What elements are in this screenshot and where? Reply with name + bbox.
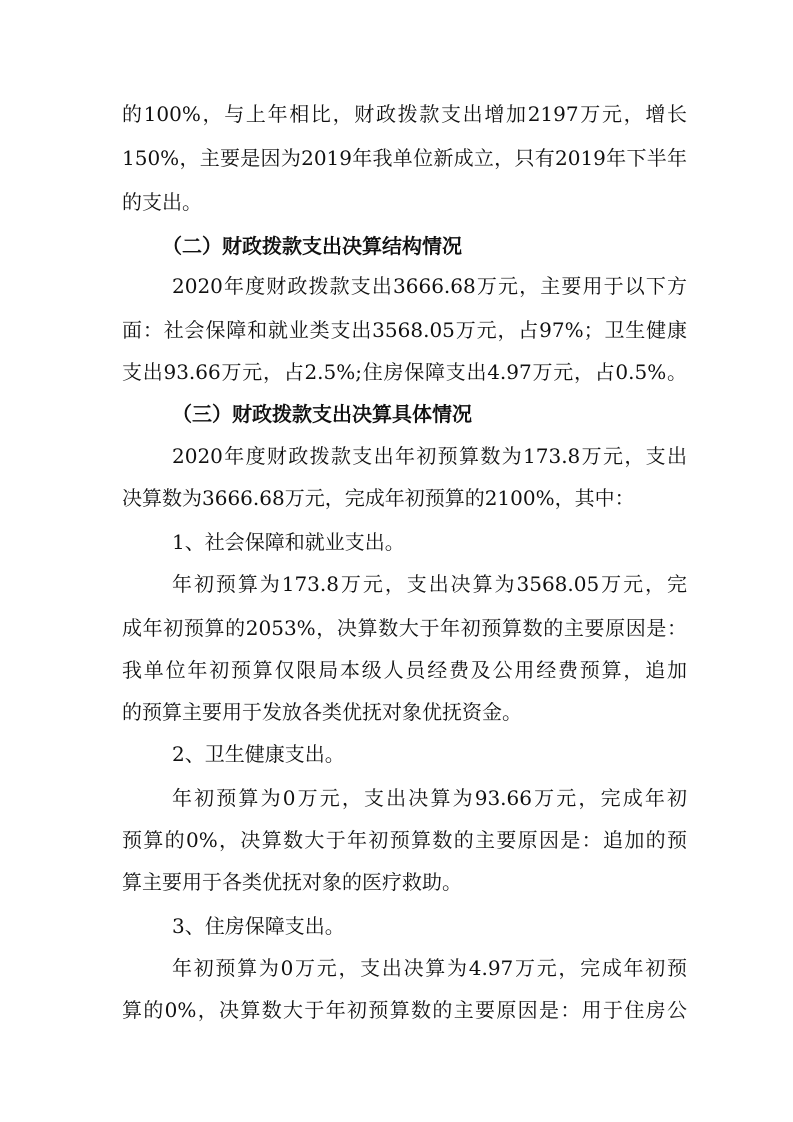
paragraph-line: 成年初预算的2053%，决算数大于年初预算数的主要原因是：: [122, 616, 687, 640]
paragraph-line: 的支出。: [122, 190, 202, 214]
paragraph-line: 面：社会保障和就业类支出3568.05万元，占97%；卫生健康: [122, 318, 687, 342]
paragraph-line: 年初预算为173.8万元，支出决算为3568.05万元，完: [172, 572, 687, 596]
paragraph-line: 年初预算为0万元，支出决算为93.66万元，完成年初: [172, 786, 687, 810]
paragraph-line: 决算数为3666.68万元，完成年初预算的2100%，其中：: [122, 486, 635, 510]
section-heading: （三）财政拨款支出决算具体情况: [172, 402, 472, 426]
paragraph-line: 年初预算为0万元，支出决算为4.97万元，完成年初预: [172, 956, 687, 980]
list-item-heading: 1、社会保障和就业支出。: [172, 530, 405, 554]
paragraph-line: 2020年度财政拨款支出3666.68万元，主要用于以下方: [172, 274, 687, 298]
paragraph-line: 我单位年初预算仅限局本级人员经费及公用经费预算，追加: [122, 658, 687, 682]
paragraph-line: 算主要用于各类优抚对象的医疗救助。: [122, 870, 462, 894]
paragraph-line: 算的0%，决算数大于年初预算数的主要原因是：用于住房公: [122, 998, 687, 1022]
paragraph-line: 2020年度财政拨款支出年初预算数为173.8万元，支出: [172, 444, 687, 468]
paragraph-line: 支出93.66万元，占2.5%;住房保障支出4.97万元，占0.5%。: [122, 360, 687, 384]
paragraph-line: 的100%，与上年相比，财政拨款支出增加2197万元，增长: [122, 102, 687, 126]
paragraph-line: 预算的0%，决算数大于年初预算数的主要原因是：追加的预: [122, 828, 687, 852]
paragraph-line: 的预算主要用于发放各类优抚对象优抚资金。: [122, 700, 522, 724]
list-item-heading: 3、住房保障支出。: [172, 914, 345, 938]
list-item-heading: 2、卫生健康支出。: [172, 742, 345, 766]
section-heading: （二）财政拨款支出决算结构情况: [162, 234, 462, 258]
paragraph-line: 150%，主要是因为2019年我单位新成立，只有2019年下半年: [122, 146, 687, 170]
